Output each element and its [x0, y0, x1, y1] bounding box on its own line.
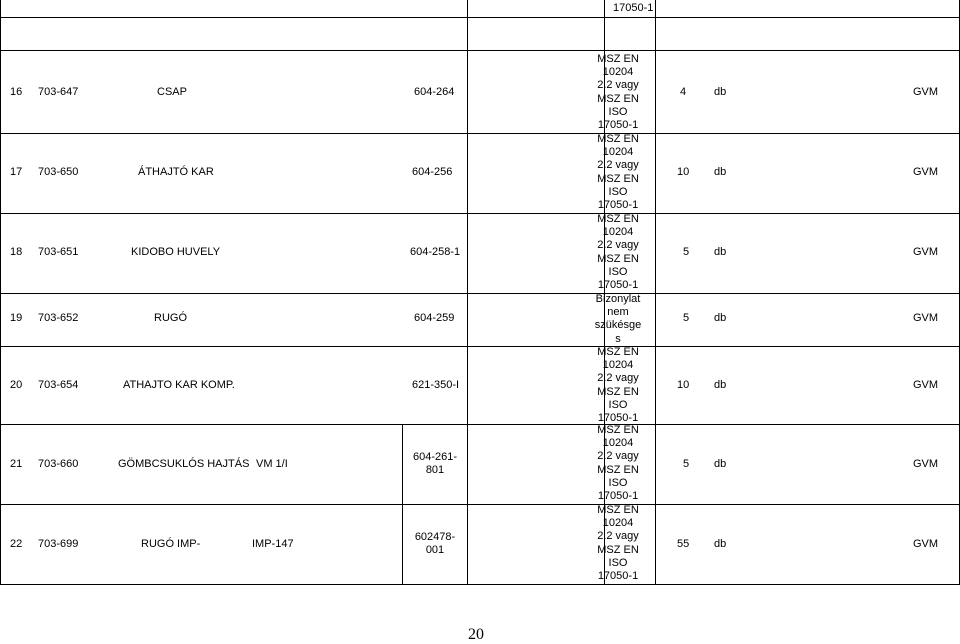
- item-name: KIDOBO HUVELY: [131, 246, 221, 258]
- organization: GVM: [913, 312, 939, 324]
- organization: GVM: [913, 166, 939, 178]
- part-number: 604-259: [414, 312, 455, 324]
- page-number: 20: [468, 626, 484, 643]
- quantity: 10: [677, 379, 690, 391]
- item-name: ATHAJTO KAR KOMP.: [123, 379, 235, 391]
- part-number: 621-350-I: [412, 379, 460, 391]
- certificate-standard: MSZ EN 10204 2.2 vagy MSZ EN ISO 17050-1: [597, 424, 639, 502]
- item-code: 703-654: [38, 379, 79, 391]
- certificate-standard: MSZ EN 10204 2.2 vagy MSZ EN ISO 17050-1: [597, 133, 639, 211]
- unit: db: [714, 166, 727, 178]
- table-rule: [0, 17, 960, 18]
- table-rule: [0, 133, 960, 134]
- table-rule: [0, 293, 960, 294]
- quantity: 5: [683, 312, 690, 324]
- item-name: CSAP: [157, 86, 187, 98]
- item-code: 703-650: [38, 166, 79, 178]
- organization: GVM: [913, 538, 939, 550]
- unit: db: [714, 86, 727, 98]
- reference: VM 1/I: [256, 458, 288, 470]
- quantity: 55: [677, 538, 690, 550]
- certificate-standard: MSZ EN 10204 2.2 vagy MSZ EN ISO 17050-1: [597, 346, 639, 424]
- row-number: 21: [10, 458, 23, 470]
- certificate-standard: MSZ EN 10204 2.2 vagy MSZ EN ISO 17050-1: [597, 213, 639, 291]
- table-rule: [0, 424, 960, 425]
- unit: db: [714, 458, 727, 470]
- organization: GVM: [913, 246, 939, 258]
- item-name: ÁTHAJTÓ KAR: [138, 166, 214, 178]
- table-rule: [0, 504, 960, 505]
- item-code: 703-699: [38, 538, 79, 550]
- quantity: 10: [677, 166, 690, 178]
- certificate-standard: MSZ EN 10204 2.2 vagy MSZ EN ISO 17050-1: [597, 504, 639, 582]
- part-number: 604-256: [412, 166, 453, 178]
- table-rule: [402, 424, 403, 584]
- item-code: 703-651: [38, 246, 79, 258]
- item-name: RUGÓ IMP-: [141, 538, 201, 550]
- quantity: 5: [683, 458, 690, 470]
- row-number: 18: [10, 246, 23, 258]
- part-number: 604-258-1: [410, 246, 461, 258]
- table-rule: [0, 50, 960, 51]
- part-number: 604-261- 801: [412, 451, 458, 476]
- unit: db: [714, 379, 727, 391]
- unit: db: [714, 538, 727, 550]
- row-number: 19: [10, 312, 23, 324]
- reference: IMP-147: [252, 538, 294, 550]
- unit: db: [714, 312, 727, 324]
- certificate-standard: MSZ EN 10204 2.2 vagy MSZ EN ISO 17050-1: [597, 53, 639, 131]
- row-number: 17: [10, 166, 23, 178]
- item-code: 703-660: [38, 458, 79, 470]
- quantity: 4: [680, 86, 687, 98]
- row-number: 20: [10, 379, 23, 391]
- table-rule: [0, 584, 960, 585]
- item-name: GÖMBCSUKLÓS HAJTÁS: [118, 458, 250, 470]
- table-rule: [0, 213, 960, 214]
- item-code: 703-647: [38, 86, 79, 98]
- item-name: RUGÓ: [154, 312, 187, 324]
- unit: db: [714, 246, 727, 258]
- row-number: 22: [10, 538, 23, 550]
- top-fragment-text: 17050-1: [613, 2, 654, 14]
- organization: GVM: [913, 86, 939, 98]
- certificate-standard: Bizonylat nem szükésge s: [594, 293, 642, 345]
- quantity: 5: [683, 246, 690, 258]
- part-number: 604-264: [414, 86, 455, 98]
- table-rule: [0, 346, 960, 347]
- part-number: 602478- 001: [414, 531, 456, 556]
- table-rule: [0, 0, 1, 585]
- organization: GVM: [913, 379, 939, 391]
- table-rule: [467, 0, 468, 585]
- organization: GVM: [913, 458, 939, 470]
- item-code: 703-652: [38, 312, 79, 324]
- row-number: 16: [10, 86, 23, 98]
